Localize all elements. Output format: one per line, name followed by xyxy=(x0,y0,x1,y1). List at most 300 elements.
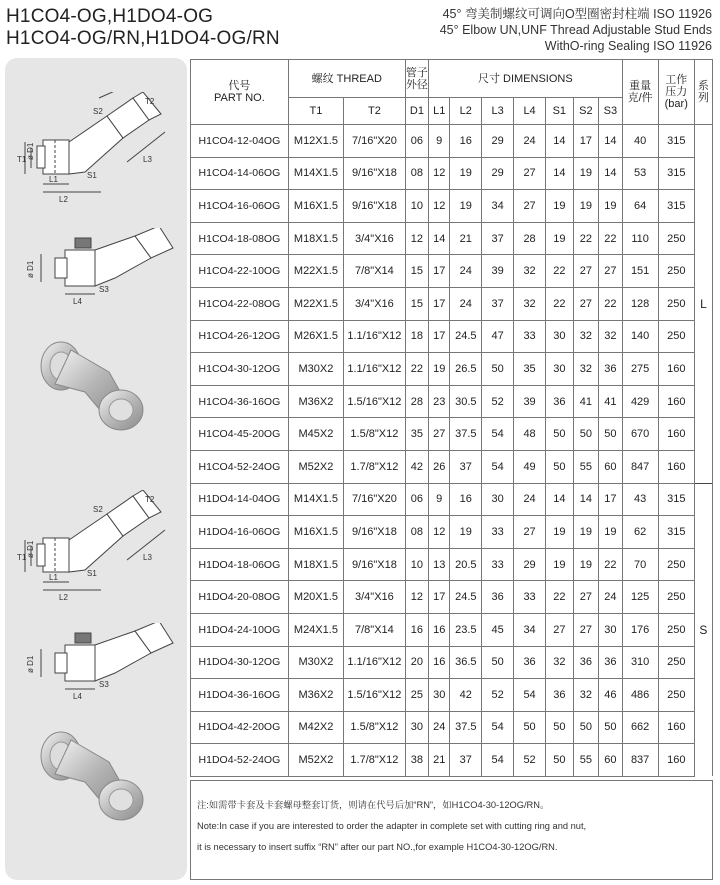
table-cell: 36 xyxy=(482,581,514,614)
table-cell: 06 xyxy=(405,125,428,158)
elbow-fitting-photo-2 xyxy=(35,726,155,826)
table-cell: 17 xyxy=(429,320,450,353)
table-cell: 19 xyxy=(450,516,482,549)
table-cell: 16 xyxy=(429,613,450,646)
header-tube-od-1: 管子 xyxy=(405,66,428,79)
elbow-dimension-drawing-1 xyxy=(15,92,180,222)
table-cell: 22 xyxy=(546,581,574,614)
part-number-cell: H1CO4-22-08OG xyxy=(191,287,289,320)
table-cell: 33 xyxy=(482,516,514,549)
table-cell: M30X2 xyxy=(288,646,343,679)
table-cell: 30 xyxy=(599,613,622,646)
table-row xyxy=(191,418,713,451)
header-part-no-en: PART NO. xyxy=(214,92,265,104)
table-cell: 9/16"X18 xyxy=(344,190,406,223)
header-part-no-cn: 代号 xyxy=(228,80,251,92)
table-row xyxy=(191,353,713,386)
table-cell: 23 xyxy=(429,385,450,418)
table-cell: 12 xyxy=(405,222,428,255)
table-cell: 30 xyxy=(546,320,574,353)
label-t1: T1 xyxy=(17,155,27,164)
table-cell: 70 xyxy=(622,548,658,581)
table-row xyxy=(191,679,713,712)
table-cell: 22 xyxy=(599,222,622,255)
title-line-2: H1CO4-OG/RN,H1DO4-OG/RN xyxy=(6,28,280,49)
table-cell: 160 xyxy=(658,418,694,451)
table-cell: 12 xyxy=(429,516,450,549)
table-cell: 12 xyxy=(429,157,450,190)
table-cell: 50 xyxy=(546,418,574,451)
table-cell: 19 xyxy=(546,222,574,255)
table-cell: 16 xyxy=(450,483,482,516)
table-cell: 315 xyxy=(658,157,694,190)
table-cell: M36X2 xyxy=(288,385,343,418)
table-cell: 37 xyxy=(450,450,482,483)
table-cell: 27 xyxy=(546,613,574,646)
header-weight xyxy=(622,60,658,125)
table-cell: M18X1.5 xyxy=(288,222,343,255)
table-cell: 50 xyxy=(573,418,599,451)
table-cell: 250 xyxy=(658,679,694,712)
part-number-cell: H1DO4-18-06OG xyxy=(191,548,289,581)
part-number-cell: H1DO4-14-04OG xyxy=(191,483,289,516)
label-section-l4-2: L4 xyxy=(73,692,82,701)
table-cell: 19 xyxy=(546,548,574,581)
part-number-cell: H1CO4-45-20OG xyxy=(191,418,289,451)
table-cell: 50 xyxy=(546,744,574,777)
table-cell: M26X1.5 xyxy=(288,320,343,353)
note-en-2: it is necessary to insert suffix “RN” after our part NO.,for example H1CO4-30-12OG/RN. xyxy=(197,842,558,852)
table-cell: 35 xyxy=(405,418,428,451)
table-cell: 847 xyxy=(622,450,658,483)
part-number-cell: H1CO4-30-12OG xyxy=(191,353,289,386)
table-cell: 16 xyxy=(450,125,482,158)
table-cell: 17 xyxy=(429,255,450,288)
table-cell: M16X1.5 xyxy=(288,516,343,549)
header-part-no xyxy=(191,60,289,125)
table-cell: 250 xyxy=(658,646,694,679)
table-cell: 14 xyxy=(546,125,574,158)
table-cell: M12X1.5 xyxy=(288,125,343,158)
table-cell: 39 xyxy=(482,255,514,288)
table-row xyxy=(191,320,713,353)
table-cell: 47 xyxy=(482,320,514,353)
table-cell: 50 xyxy=(599,418,622,451)
table-cell: 53 xyxy=(622,157,658,190)
table-cell: 60 xyxy=(599,744,622,777)
part-number-cell: H1CO4-22-10OG xyxy=(191,255,289,288)
table-cell: 19 xyxy=(599,190,622,223)
table-cell: 24 xyxy=(450,255,482,288)
title-line-1: H1CO4-OG,H1DO4-OG xyxy=(6,6,214,27)
table-cell: 23.5 xyxy=(450,613,482,646)
table-cell: 34 xyxy=(514,613,546,646)
table-cell: 36 xyxy=(599,646,622,679)
part-number-cell: H1DO4-36-16OG xyxy=(191,679,289,712)
table-cell: 486 xyxy=(622,679,658,712)
table-cell: 52 xyxy=(482,385,514,418)
table-cell: 08 xyxy=(405,516,428,549)
table-cell: 37.5 xyxy=(450,418,482,451)
table-cell: 46 xyxy=(599,679,622,712)
table-cell: 30 xyxy=(405,711,428,744)
table-cell: 26 xyxy=(429,450,450,483)
table-cell: 250 xyxy=(658,613,694,646)
table-cell: 54 xyxy=(482,418,514,451)
table-cell: 1.5/16"X12 xyxy=(344,385,406,418)
label-t2: T2 xyxy=(145,97,155,106)
table-cell: 25 xyxy=(405,679,428,712)
table-cell: M22X1.5 xyxy=(288,287,343,320)
subheader-l1: L1 xyxy=(429,98,450,125)
table-cell: 62 xyxy=(622,516,658,549)
table-cell: 128 xyxy=(622,287,658,320)
table-cell: 30.5 xyxy=(450,385,482,418)
table-cell: 24 xyxy=(429,711,450,744)
part-number-cell: H1DO4-24-10OG xyxy=(191,613,289,646)
part-number-cell: H1CO4-16-06OG xyxy=(191,190,289,223)
table-cell: 9 xyxy=(429,483,450,516)
table-cell: 837 xyxy=(622,744,658,777)
table-cell: 22 xyxy=(546,287,574,320)
header-pressure-3: (bar) xyxy=(664,98,688,110)
table-cell: 29 xyxy=(514,548,546,581)
table-cell: 50 xyxy=(546,711,574,744)
table-cell: 54 xyxy=(514,679,546,712)
table-cell: 32 xyxy=(514,287,546,320)
table-cell: 50 xyxy=(573,711,599,744)
table-row xyxy=(191,255,713,288)
label-section-l4: L4 xyxy=(73,297,82,306)
table-cell: 16 xyxy=(405,613,428,646)
table-cell: 22 xyxy=(405,353,428,386)
table-cell: 13 xyxy=(429,548,450,581)
label-l2: L2 xyxy=(59,195,68,204)
table-cell: 27 xyxy=(573,287,599,320)
table-cell: 3/4"X16 xyxy=(344,287,406,320)
table-cell: 7/16"X20 xyxy=(344,125,406,158)
header-series xyxy=(694,60,712,125)
table-cell: 33 xyxy=(514,320,546,353)
table-row xyxy=(191,581,713,614)
table-cell: 140 xyxy=(622,320,658,353)
header-pressure-2: 压力 xyxy=(665,86,688,98)
table-cell: 14 xyxy=(546,483,574,516)
table-cell: 22 xyxy=(546,255,574,288)
table-cell: 19 xyxy=(573,516,599,549)
table-cell: 36 xyxy=(514,646,546,679)
table-cell: M14X1.5 xyxy=(288,157,343,190)
table-cell: 50 xyxy=(482,646,514,679)
table-cell: 14 xyxy=(546,157,574,190)
table-cell: 16 xyxy=(429,646,450,679)
table-cell: 33 xyxy=(482,548,514,581)
table-cell: 250 xyxy=(658,548,694,581)
spec-table-container xyxy=(190,59,713,777)
table-cell: 55 xyxy=(573,450,599,483)
table-cell: 42 xyxy=(405,450,428,483)
table-cell: 19 xyxy=(429,353,450,386)
table-cell: 35 xyxy=(514,353,546,386)
table-cell: 7/8"X14 xyxy=(344,613,406,646)
table-cell: 52 xyxy=(482,679,514,712)
table-cell: 37.5 xyxy=(450,711,482,744)
subheader-t1: T1 xyxy=(288,98,343,125)
table-cell: 50 xyxy=(546,450,574,483)
table-cell: 125 xyxy=(622,581,658,614)
table-cell: 54 xyxy=(482,744,514,777)
note-cn: 注:如需带卡套及卡套螺母整套订货，则请在代号后加“RN”，如H1CO4-30-12OG/RN。 xyxy=(197,800,550,810)
table-cell: 9/16"X18 xyxy=(344,516,406,549)
table-cell: 110 xyxy=(622,222,658,255)
table-cell: 37 xyxy=(482,222,514,255)
table-cell: 9/16"X18 xyxy=(344,157,406,190)
table-cell: M22X1.5 xyxy=(288,255,343,288)
table-row xyxy=(191,157,713,190)
series-cell: S xyxy=(694,483,712,776)
table-row xyxy=(191,190,713,223)
table-cell: 22 xyxy=(599,548,622,581)
table-cell: 40 xyxy=(622,125,658,158)
table-cell: 160 xyxy=(658,744,694,777)
header-tube-od xyxy=(405,60,428,98)
table-cell: 160 xyxy=(658,385,694,418)
table-cell: 17 xyxy=(573,125,599,158)
table-cell: 315 xyxy=(658,190,694,223)
table-cell: 15 xyxy=(405,287,428,320)
part-number-cell: H1CO4-14-06OG xyxy=(191,157,289,190)
subheader-l3: L3 xyxy=(482,98,514,125)
subtitle-block xyxy=(440,6,712,54)
table-cell: 55 xyxy=(573,744,599,777)
table-row xyxy=(191,516,713,549)
table-cell: 49 xyxy=(514,450,546,483)
table-cell: 3/4"X16 xyxy=(344,581,406,614)
table-cell: 24.5 xyxy=(450,320,482,353)
table-cell: 52 xyxy=(514,744,546,777)
table-cell: 50 xyxy=(482,353,514,386)
table-cell: 20 xyxy=(405,646,428,679)
table-cell: 37 xyxy=(450,744,482,777)
table-cell: 32 xyxy=(573,320,599,353)
table-cell: 670 xyxy=(622,418,658,451)
table-cell: 36 xyxy=(546,385,574,418)
notes-box xyxy=(190,780,713,880)
table-cell: 41 xyxy=(599,385,622,418)
table-cell: 27 xyxy=(429,418,450,451)
table-cell: 29 xyxy=(482,157,514,190)
table-cell: 36 xyxy=(573,646,599,679)
label-section-s3-2: S3 xyxy=(99,680,109,689)
table-cell: 7/16"X20 xyxy=(344,483,406,516)
table-cell: M45X2 xyxy=(288,418,343,451)
table-cell: 27 xyxy=(573,255,599,288)
header-pressure xyxy=(658,60,694,125)
table-cell: M24X1.5 xyxy=(288,613,343,646)
label-section-s3: S3 xyxy=(99,285,109,294)
subheader-l4: L4 xyxy=(514,98,546,125)
label-l1: L1 xyxy=(49,175,58,184)
table-cell: 29 xyxy=(482,125,514,158)
table-cell: 24 xyxy=(450,287,482,320)
subheader-l2: L2 xyxy=(450,98,482,125)
table-cell: 60 xyxy=(599,450,622,483)
table-cell: 24 xyxy=(514,125,546,158)
label-t1-2: T1 xyxy=(17,553,27,562)
table-cell: 38 xyxy=(405,744,428,777)
table-cell: M42X2 xyxy=(288,711,343,744)
subtitle-cn: 45° 弯美制螺纹可调向O型圈密封柱端 ISO 11926 xyxy=(442,7,712,21)
table-cell: 19 xyxy=(599,516,622,549)
table-cell: 275 xyxy=(622,353,658,386)
table-cell: 12 xyxy=(429,190,450,223)
part-number-cell: H1CO4-52-24OG xyxy=(191,450,289,483)
header-tube-od-2: 外径 xyxy=(405,78,428,91)
label-s2: S2 xyxy=(93,107,103,116)
table-cell: M16X1.5 xyxy=(288,190,343,223)
table-cell: M30X2 xyxy=(288,353,343,386)
part-number-cell: H1CO4-36-16OG xyxy=(191,385,289,418)
header-weight-2: 克/件 xyxy=(627,92,653,104)
table-cell: 662 xyxy=(622,711,658,744)
table-cell: 14 xyxy=(429,222,450,255)
subheader-d1: D1 xyxy=(405,98,428,125)
subtitle-en-2: WithO-ring Sealing ISO 11926 xyxy=(544,39,712,53)
drawing-sidebar xyxy=(5,58,187,880)
table-cell: 28 xyxy=(514,222,546,255)
subheader-t2: T2 xyxy=(344,98,406,125)
label-s1: S1 xyxy=(87,171,97,180)
table-cell: 315 xyxy=(658,125,694,158)
table-cell: 19 xyxy=(450,157,482,190)
table-cell: 19 xyxy=(573,157,599,190)
table-cell: 45 xyxy=(482,613,514,646)
table-cell: 06 xyxy=(405,483,428,516)
elbow-dimension-drawing-2 xyxy=(15,490,180,620)
table-cell: 22 xyxy=(573,222,599,255)
header-pressure-1: 工作 xyxy=(665,74,688,86)
label-section-d1-2: ø D1 xyxy=(26,655,35,673)
table-row xyxy=(191,646,713,679)
table-cell: 19 xyxy=(546,516,574,549)
part-number-cell: H1DO4-20-08OG xyxy=(191,581,289,614)
table-cell: 37 xyxy=(482,287,514,320)
table-cell: 32 xyxy=(573,353,599,386)
table-cell: 21 xyxy=(429,744,450,777)
spec-table xyxy=(190,59,713,777)
table-cell: 27 xyxy=(573,581,599,614)
header-dimensions: 尺寸 DIMENSIONS xyxy=(429,60,622,98)
table-cell: 50 xyxy=(599,711,622,744)
part-number-cell: H1CO4-12-04OG xyxy=(191,125,289,158)
table-cell: 160 xyxy=(658,711,694,744)
table-cell: 27 xyxy=(514,190,546,223)
table-cell: 250 xyxy=(658,222,694,255)
table-cell: 250 xyxy=(658,581,694,614)
table-cell: 250 xyxy=(658,255,694,288)
label-l1-2: L1 xyxy=(49,573,58,582)
table-cell: 54 xyxy=(482,450,514,483)
table-cell: 17 xyxy=(429,581,450,614)
table-cell: 14 xyxy=(599,157,622,190)
table-cell: 36 xyxy=(546,679,574,712)
table-body xyxy=(191,125,713,777)
table-cell: 315 xyxy=(658,516,694,549)
table-cell: 315 xyxy=(658,483,694,516)
table-cell: 1.1/16"X12 xyxy=(344,320,406,353)
table-cell: 28 xyxy=(405,385,428,418)
table-cell: 32 xyxy=(573,679,599,712)
subheader-s2: S2 xyxy=(573,98,599,125)
table-cell: 10 xyxy=(405,548,428,581)
table-cell: 26.5 xyxy=(450,353,482,386)
label-t2-2: T2 xyxy=(145,495,155,504)
table-cell: 20.5 xyxy=(450,548,482,581)
table-cell: 32 xyxy=(546,646,574,679)
table-cell: M52X2 xyxy=(288,450,343,483)
table-cell: 3/4"X16 xyxy=(344,222,406,255)
table-cell: 34 xyxy=(482,190,514,223)
table-cell: 15 xyxy=(405,255,428,288)
table-cell: 12 xyxy=(405,581,428,614)
table-cell: 54 xyxy=(482,711,514,744)
table-row xyxy=(191,483,713,516)
table-cell: 32 xyxy=(599,320,622,353)
table-cell: 36 xyxy=(599,353,622,386)
label-s1-2: S1 xyxy=(87,569,97,578)
table-cell: 64 xyxy=(622,190,658,223)
table-cell: 1.7/8"X12 xyxy=(344,450,406,483)
label-l2-2: L2 xyxy=(59,593,68,602)
table-cell: 176 xyxy=(622,613,658,646)
table-cell: 1.7/8"X12 xyxy=(344,744,406,777)
table-cell: 1.5/16"X12 xyxy=(344,679,406,712)
label-d1: ø D1 xyxy=(26,142,35,160)
table-row xyxy=(191,711,713,744)
label-s2-2: S2 xyxy=(93,505,103,514)
table-cell: 1.1/16"X12 xyxy=(344,353,406,386)
table-cell: 24.5 xyxy=(450,581,482,614)
table-cell: M14X1.5 xyxy=(288,483,343,516)
part-number-cell: H1DO4-52-24OG xyxy=(191,744,289,777)
table-row xyxy=(191,385,713,418)
table-cell: 19 xyxy=(573,190,599,223)
table-cell: 30 xyxy=(546,353,574,386)
table-cell: 21 xyxy=(450,222,482,255)
table-row xyxy=(191,744,713,777)
table-cell: 9 xyxy=(429,125,450,158)
table-cell: M52X2 xyxy=(288,744,343,777)
table-cell: 17 xyxy=(429,287,450,320)
label-d1-2: ø D1 xyxy=(26,540,35,558)
table-cell: 32 xyxy=(514,255,546,288)
table-row xyxy=(191,222,713,255)
note-en-1: Note:In case if you are interested to order the adapter in complete set with cutting ring and nut, xyxy=(197,821,587,831)
table-cell: 18 xyxy=(405,320,428,353)
subheader-s1: S1 xyxy=(546,98,574,125)
label-l3: L3 xyxy=(143,155,152,164)
table-cell: 14 xyxy=(599,125,622,158)
table-cell: 43 xyxy=(622,483,658,516)
table-cell: 9/16"X18 xyxy=(344,548,406,581)
table-row xyxy=(191,548,713,581)
table-cell: 160 xyxy=(658,450,694,483)
table-cell: 250 xyxy=(658,320,694,353)
table-row xyxy=(191,287,713,320)
part-number-cell: H1CO4-26-12OG xyxy=(191,320,289,353)
table-cell: 27 xyxy=(514,516,546,549)
table-cell: 27 xyxy=(573,613,599,646)
